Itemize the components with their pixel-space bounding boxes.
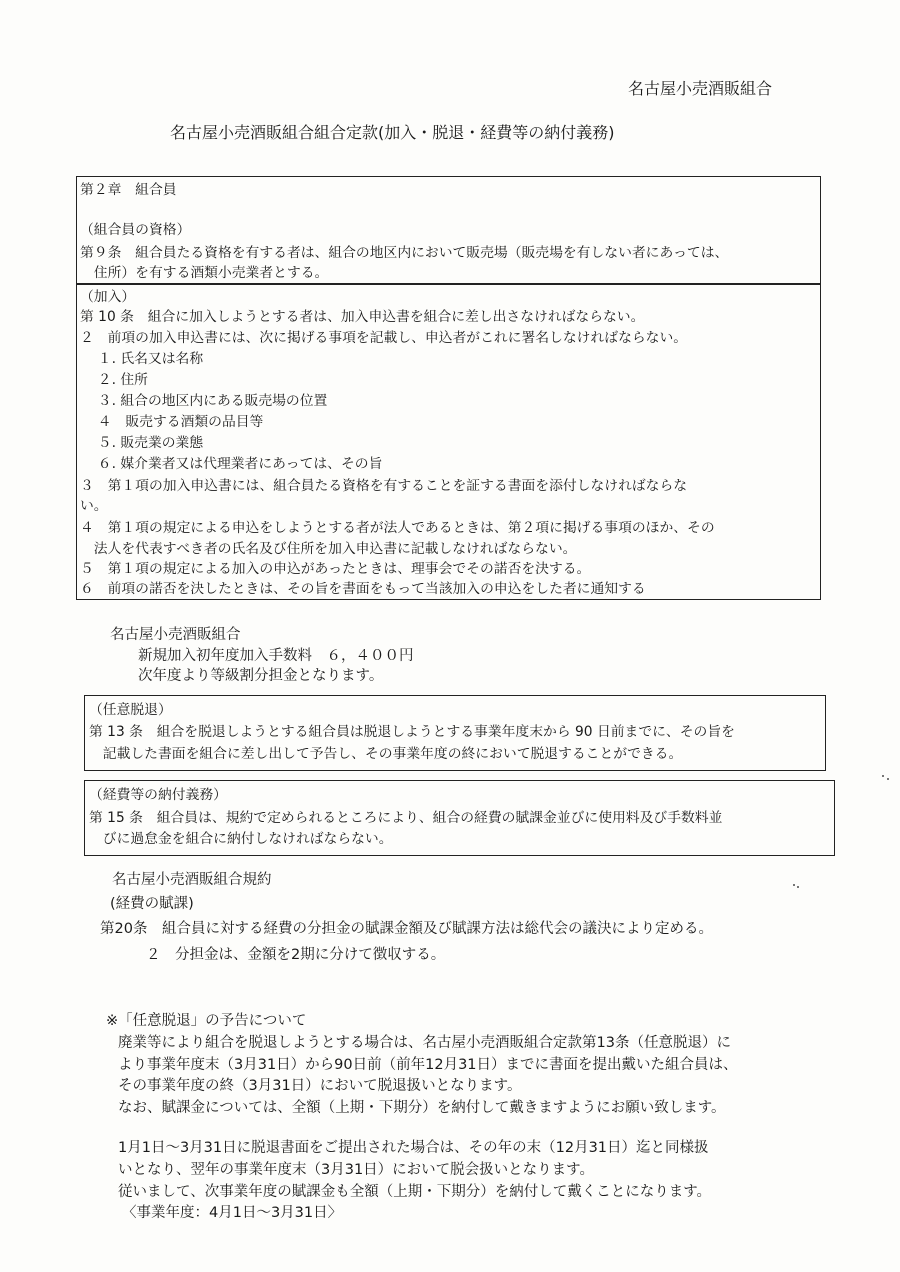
notice-paragraph-line: いとなり、翌年の事業年度末（3月31日）において脱会扱いとなります。 [118, 1162, 595, 1178]
fee-note-line: 次年度より等級割分担金となります。 [138, 668, 384, 684]
article-10-list-item: １. 氏名又は名称 [84, 351, 204, 367]
article-10-list-item: ２. 住所 [84, 372, 148, 388]
article-10-list-item: ５. 販売業の業態 [84, 435, 204, 451]
article-15-line: びに過怠金を組合に納付しなければならない。 [89, 831, 393, 847]
article-20-clause-2: ２ 分担金は、金額を2期に分けて徴収する。 [146, 947, 446, 963]
section-heading-qualification: （組合員の資格） [80, 222, 191, 238]
chapter-title: 第２章 組合員 [80, 182, 177, 198]
article-15-line: 第 15 条 組合員は、規約で定められるところにより、組合の経費の賦課金並びに使用料及び手数料並 [89, 810, 723, 826]
notice-title: ※「任意脱退」の予告について [106, 1013, 307, 1029]
scan-speck [887, 778, 889, 780]
notice-paragraph-line: その事業年度の終（3月31日）において脱退扱いとなります。 [118, 1078, 522, 1094]
article-10-line: ６ 前項の諾否を決したときは、その旨を書面をもって当該加入の申込をした者に通知する [80, 581, 646, 597]
section-heading-withdrawal: （任意脱退） [89, 702, 172, 718]
section-heading-joining: （加入） [80, 289, 136, 305]
fee-amount-line: 新規加入初年度加入手数料 ６，４００円 [138, 648, 414, 664]
notice-paragraph-line: 従いまして、次事業年度の賦課金も全額（上期・下期分）を納付して戴くことになります。 [118, 1184, 712, 1200]
rules-heading: (経費の賦課) [110, 896, 194, 912]
article-10-line: ３ 第１項の加入申込書には、組合員たる資格を有することを証する書面を添付しなければならな [80, 478, 688, 494]
article-10-line: い。 [80, 498, 108, 514]
article-10-line: ４ 第１項の規定による申込をしようとする者が法人であるときは、第２項に掲げる事項のほか、その [80, 520, 715, 536]
article-9-line: 第９条 組合員たる資格を有する者は、組合の地区内において販売場（販売場を有しない者にあっては、 [80, 245, 729, 261]
notice-paragraph-line: なお、賦課金については、全額（上期・下期分）を納付して戴きますようにお願い致します。 [118, 1100, 726, 1116]
rules-title: 名古屋小売酒販組合規約 [112, 872, 272, 888]
scan-speck [793, 884, 795, 886]
notice-paragraph-line: 廃業等により組合を脱退しようとする場合は、名古屋小売酒販組合定款第13条（任意脱退）に [118, 1035, 731, 1051]
article-10-line: ２ 前項の加入申込書には、次に掲げる事項を記載し、申込者がこれに署名しなければならない。 [80, 330, 688, 346]
article-10-line: 第 10 条 組合に加入しようとする者は、加入申込書を組合に差し出さなければならない。 [80, 309, 645, 325]
article-20-line: 第20条 組合員に対する経費の分担金の賦課金額及び賦課方法は総代会の議決により定める。 [100, 921, 713, 937]
article-10-line: 法人を代表すべき者の氏名及び住所を加入申込書に記載しなければならない。 [80, 541, 577, 557]
scan-speck [797, 886, 799, 888]
scan-speck [882, 775, 884, 777]
section-heading-dues: （経費等の納付義務） [89, 787, 227, 803]
fee-org-name: 名古屋小売酒販組合 [110, 627, 241, 643]
notice-paragraph-line: 1月1日～3月31日に脱退書面をご提出された場合は、その年の末（12月31日）迄と同様扱 [118, 1140, 709, 1156]
article-10-list-item: ３. 組合の地区内にある販売場の位置 [84, 393, 328, 409]
article-10-list-item: ４ 販売する酒類の品目等 [84, 414, 264, 430]
article-13-line: 第 13 条 組合を脱退しようとする組合員は脱退しようとする事業年度末から 90 日前までに、その旨を [89, 724, 735, 740]
organization-name: 名古屋小売酒販組合 [628, 79, 773, 98]
article-9-line: 住所）を有する酒類小売業者とする。 [80, 265, 329, 281]
article-10-list-item: ６. 媒介業者又は代理業者にあっては、その旨 [84, 456, 383, 472]
notice-fiscal-year: 〈事業年度：4月1日～3月31日〉 [122, 1205, 343, 1221]
article-10-line: ５ 第１項の規定による加入の申込があったときは、理事会でその諾否を決する。 [80, 561, 591, 577]
article-13-line: 記載した書面を組合に差し出して予告し、その事業年度の終において脱退することができる。 [89, 746, 683, 762]
notice-paragraph-line: より事業年度末（3月31日）から90日前（前年12月31日）までに書面を提出戴いた組合員は、 [118, 1057, 738, 1073]
document-title: 名古屋小売酒販組合組合定款(加入・脱退・経費等の納付義務) [170, 123, 615, 142]
